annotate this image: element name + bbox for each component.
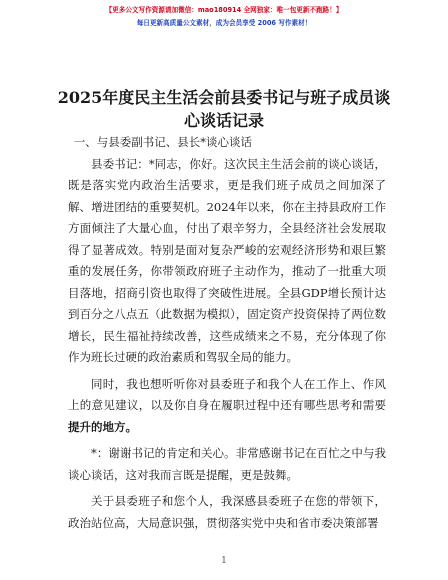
paragraph-2 [68, 374, 386, 439]
page-number: 1 [221, 556, 227, 566]
document-title: 2025年度民主生活会前县委书记与班子成员谈心谈话记录 [57, 88, 391, 130]
promo-banner-line-1: 【更多公文写作资源请加微信：mao180914 全网独家：唯一包更新不跑路！】 [105, 6, 343, 14]
paragraph-2-text: 同时，我也想听听你对县委班子和我个人在工作上、作风上的意见建议，以及你自身在履职过程中还有哪些思考和需要 [68, 376, 386, 412]
promo-banner-line-2: 每日更新高质量公文素材，成为会员享受 2006 写作素材！ [136, 19, 312, 27]
paragraph-1: 县委书记：*同志，你好。这次民主生活会前的谈心谈话，既是落实党内政治生活要求，更是我们班子成员之间加深了解、增进团结的重要契机。2024年以来，你在主持县政府工作方面倾注了大量心血，付出了艰辛努力，全县经济社会发展取得了显著成效。特别是面对复杂严峻的宏观经济形势和艰巨繁重的发展任务，你带领政府班子主动作为，推动了一批重大项目落地，招商引资也取得了突破性进展。全县GDP增长预计达到百分之八点五（此数据为模拟），固定资产投资保持了两位数增长，民生福祉持续改善，这些成绩来之不易，充分体现了你作为班长过硬的政治素质和驾驭全局的能力。 [68, 156, 386, 364]
paragraph-2-bold-tail: 提升的地方。 [68, 419, 137, 434]
paragraph-4: 关于县委班子和您个人，我深感县委班子在您的带领下，政治站位高，大局意识强，贯彻落实党中央和省市委决策部署 [68, 494, 386, 530]
section-heading: 一、与县委副书记、县长*谈心谈话 [73, 135, 252, 149]
document-body [68, 132, 386, 534]
promo-banner [0, 4, 448, 30]
paragraph-3: *：谢谢书记的肯定和关心。非常感谢书记在百忙之中与我谈心谈话，这对我而言既是提醒，更是鼓舞。 [68, 446, 386, 482]
